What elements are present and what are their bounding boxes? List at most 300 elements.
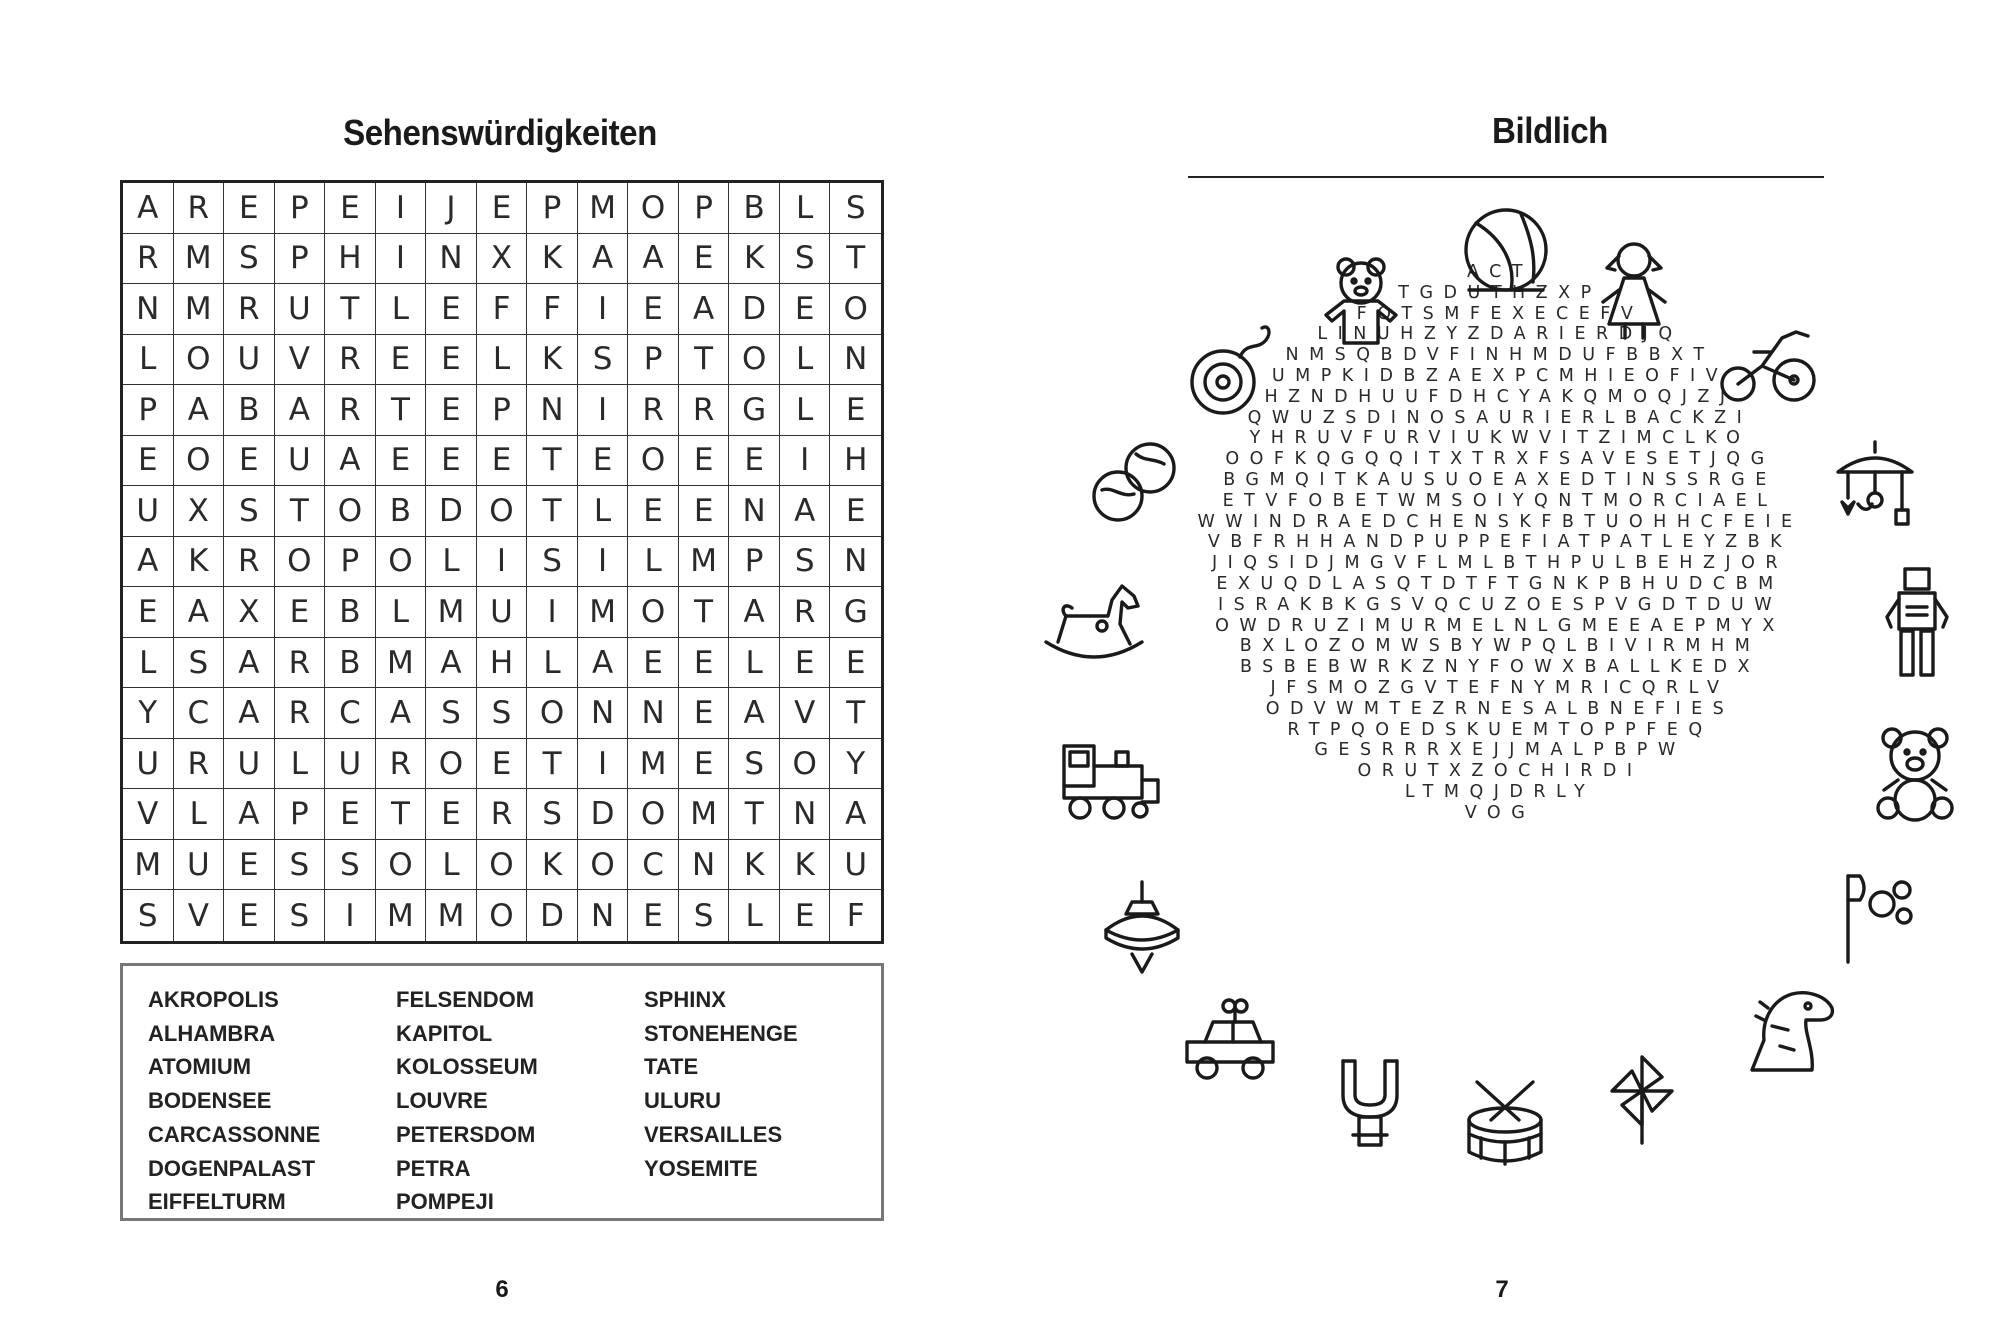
grid-cell: N <box>780 789 831 840</box>
grid-cell: A <box>174 385 225 436</box>
grid-cell: O <box>830 284 881 335</box>
grid-cell: E <box>679 436 730 487</box>
grid-cell: R <box>325 385 376 436</box>
grid-cell: M <box>426 587 477 638</box>
wind-up-car-icon <box>1183 998 1278 1083</box>
teddy-bear-icon <box>1878 728 1953 828</box>
grid-cell: O <box>426 739 477 790</box>
grid-cell: Y <box>123 688 174 739</box>
grid-cell: M <box>426 890 477 941</box>
grid-cell: K <box>780 840 831 891</box>
grid-cell: F <box>527 284 578 335</box>
grid-cell: H <box>477 638 528 689</box>
grid-cell: A <box>578 234 629 285</box>
grid-cell: C <box>325 688 376 739</box>
circle-grid-row: FOTSMFEXECEFV <box>1356 303 1644 324</box>
grid-cell: I <box>780 436 831 487</box>
grid-cell: O <box>780 739 831 790</box>
grid-cell: S <box>426 688 477 739</box>
grid-cell: E <box>679 638 730 689</box>
grid-cell: A <box>123 537 174 588</box>
grid-cell: L <box>426 840 477 891</box>
circle-grid-row: TGDUTHZXP <box>1398 282 1602 303</box>
right-page <box>1000 0 2000 1333</box>
grid-cell: O <box>628 183 679 234</box>
grid-cell: U <box>275 284 326 335</box>
grid-cell: A <box>578 638 629 689</box>
page-title-left: Sehenswürdigkeiten <box>343 112 657 153</box>
grid-cell: M <box>174 284 225 335</box>
grid-cell: S <box>477 688 528 739</box>
word-list-item: STONEHENGE <box>644 1020 798 1046</box>
circle-grid-row: BXLOZOMWSBYWPQLBIVIRMHM <box>1239 636 1761 657</box>
grid-cell: O <box>578 840 629 891</box>
word-list-item: POMPEJI <box>396 1189 494 1215</box>
grid-cell: T <box>830 688 881 739</box>
grid-cell: M <box>123 840 174 891</box>
grid-cell: I <box>325 890 376 941</box>
circle-grid-row: ISRAKBKGSVQCUZOESPVGDTDUW <box>1217 594 1783 615</box>
word-list-item: DOGENPALAST <box>148 1155 316 1181</box>
grid-cell: E <box>679 688 730 739</box>
grid-cell: N <box>628 688 679 739</box>
grid-cell: T <box>679 335 730 386</box>
grid-cell: M <box>376 890 427 941</box>
grid-cell: U <box>325 739 376 790</box>
grid-cell: N <box>578 890 629 941</box>
page-number-right: 7 <box>1495 1276 1509 1303</box>
grid-cell: L <box>628 537 679 588</box>
word-list-item: YOSEMITE <box>644 1155 758 1181</box>
grid-cell: E <box>477 739 528 790</box>
grid-cell: B <box>729 183 780 234</box>
grid-cell: O <box>628 587 679 638</box>
circle-grid-row: HZNDHUUFDHCYAKQMOQJZJ <box>1264 386 1736 407</box>
grid-cell: I <box>578 385 629 436</box>
grid-cell: S <box>224 486 275 537</box>
grid-cell: E <box>224 890 275 941</box>
grid-cell: E <box>628 486 679 537</box>
circle-grid-row: LINUHZYZDARIERDJQ <box>1317 324 1683 345</box>
word-search-grid <box>120 180 884 944</box>
grid-cell: S <box>830 183 881 234</box>
grid-cell: X <box>477 234 528 285</box>
grid-cell: A <box>426 638 477 689</box>
grid-cell: O <box>275 537 326 588</box>
grid-cell: O <box>729 335 780 386</box>
grid-cell: K <box>527 335 578 386</box>
grid-cell: H <box>830 436 881 487</box>
grid-cell: I <box>578 537 629 588</box>
grid-cell: A <box>224 789 275 840</box>
grid-cell: U <box>477 587 528 638</box>
grid-cell: E <box>325 789 376 840</box>
grid-cell: E <box>679 486 730 537</box>
grid-cell: N <box>527 385 578 436</box>
grid-cell: A <box>123 183 174 234</box>
grid-cell: L <box>275 739 326 790</box>
grid-cell: R <box>123 234 174 285</box>
circle-grid-row: OOFKQGQQITXTRXFSAVESETJQG <box>1225 449 1775 470</box>
circle-grid-row: RTPQOEDSKUEMTOPPFEQ <box>1287 719 1713 740</box>
baby-mobile-icon <box>1828 440 1923 530</box>
word-list-item: PETERSDOM <box>396 1121 536 1147</box>
grid-cell: M <box>578 587 629 638</box>
grid-cell: E <box>426 436 477 487</box>
grid-cell: T <box>830 234 881 285</box>
word-list-item: PETRA <box>396 1155 471 1181</box>
grid-cell: M <box>578 183 629 234</box>
word-list-item: TATE <box>644 1054 699 1080</box>
grid-cell: S <box>679 890 730 941</box>
grid-cell: M <box>174 234 225 285</box>
circle-grid-row: BSBEBWRKZNYFOWXBALLKEDX <box>1239 657 1761 678</box>
grid-cell: S <box>325 840 376 891</box>
grid-cell: L <box>729 638 780 689</box>
circle-grid-row: JFSMOZGVTEFNYMRICQRLV <box>1270 678 1730 698</box>
grid-cell: E <box>578 436 629 487</box>
grid-cell: M <box>376 638 427 689</box>
grid-cell: E <box>376 436 427 487</box>
robot-icon <box>1885 565 1950 680</box>
grid-cell: R <box>376 739 427 790</box>
word-list-item: KAPITOL <box>396 1020 493 1046</box>
grid-cell: O <box>628 436 679 487</box>
grid-cell: A <box>780 486 831 537</box>
marbles-icon <box>1092 438 1182 528</box>
grid-cell: U <box>224 739 275 790</box>
grid-cell: L <box>477 335 528 386</box>
grid-cell: A <box>729 587 780 638</box>
pinwheel-icon <box>1610 1055 1675 1145</box>
grid-cell: E <box>426 284 477 335</box>
grid-cell: L <box>780 385 831 436</box>
grid-cell: N <box>123 284 174 335</box>
grid-cell: U <box>224 335 275 386</box>
page-number-left: 6 <box>495 1276 509 1303</box>
grid-cell: P <box>729 537 780 588</box>
circle-grid-row: ETVFOBETWMSOIYQNTMORCIAEL <box>1222 490 1778 511</box>
grid-cell: E <box>376 335 427 386</box>
grid-cell: P <box>477 385 528 436</box>
grid-cell: E <box>325 183 376 234</box>
grid-cell: F <box>846 897 865 934</box>
grid-cell: R <box>780 587 831 638</box>
grid-cell: S <box>123 890 174 941</box>
grid-cell: L <box>729 890 780 941</box>
word-list-item: KOLOSSEUM <box>396 1054 538 1080</box>
grid-cell: I <box>376 234 427 285</box>
word-list-column <box>148 983 320 1219</box>
grid-cell: L <box>123 638 174 689</box>
grid-cell: E <box>780 284 831 335</box>
grid-cell: L <box>780 183 831 234</box>
grid-cell: R <box>628 385 679 436</box>
circle-grid-row: VOG <box>1464 802 1536 823</box>
grid-cell: K <box>729 840 780 891</box>
grid-cell: E <box>679 739 730 790</box>
grid-cell: B <box>224 385 275 436</box>
grid-cell: D <box>426 486 477 537</box>
teddy-puppet-icon <box>1318 257 1403 347</box>
word-list-column <box>644 983 798 1185</box>
word-list-item: SPHINX <box>644 987 726 1012</box>
grid-cell: E <box>426 789 477 840</box>
grid-cell: O <box>477 890 528 941</box>
grid-cell: N <box>830 537 881 588</box>
grid-cell: A <box>679 284 730 335</box>
grid-cell: D <box>527 890 578 941</box>
grid-cell: G <box>830 587 881 638</box>
grid-cell: T <box>527 739 578 790</box>
grid-cell: R <box>224 284 275 335</box>
grid-cell: A <box>830 789 881 840</box>
grid-cell: R <box>224 537 275 588</box>
grid-cell: L <box>123 335 174 386</box>
word-list-column <box>396 983 538 1219</box>
tricycle-icon <box>1718 322 1818 412</box>
grid-cell: K <box>174 537 225 588</box>
word-list-item: ATOMIUM <box>148 1054 252 1080</box>
grid-cell: S <box>527 537 578 588</box>
grid-cell: E <box>275 587 326 638</box>
grid-cell: E <box>123 436 174 487</box>
grid-cell: F <box>477 284 528 335</box>
grid-cell: V <box>275 335 326 386</box>
grid-cell: E <box>628 284 679 335</box>
grid-cell: M <box>679 789 730 840</box>
grid-cell: E <box>426 335 477 386</box>
doll-icon <box>1597 240 1672 340</box>
grid-cell: U <box>174 840 225 891</box>
grid-cell: T <box>679 587 730 638</box>
grid-cell: D <box>578 789 629 840</box>
grid-cell: N <box>729 486 780 537</box>
slingshot-icon <box>1333 1055 1408 1150</box>
grid-cell: K <box>527 234 578 285</box>
word-list-item: ALHAMBRA <box>148 1020 276 1046</box>
grid-cell: I <box>477 537 528 588</box>
grid-cell: S <box>729 739 780 790</box>
grid-cell: O <box>376 840 427 891</box>
grid-cell: B <box>325 638 376 689</box>
grid-cell: L <box>376 587 427 638</box>
circle-grid-row: WWINDRAEDCHENSKFBTUOHHCFEIE <box>1197 511 1803 532</box>
grid-cell: L <box>578 486 629 537</box>
grid-cell: I <box>578 739 629 790</box>
grid-cell: P <box>679 183 730 234</box>
circle-grid-row: BGMQITKAUSUOEAXEDTINSSRGE <box>1223 470 1777 490</box>
grid-cell: E <box>477 183 528 234</box>
grid-cell: I <box>527 587 578 638</box>
grid-cell: U <box>275 436 326 487</box>
grid-cell: S <box>275 840 326 891</box>
word-list-item: FELSENDOM <box>396 987 535 1012</box>
grid-cell: E <box>729 436 780 487</box>
word-list-item: AKROPOLIS <box>148 987 279 1012</box>
grid-cell: N <box>679 840 730 891</box>
circle-grid-row: ORUTXZOCHIRDI <box>1357 761 1643 782</box>
grid-cell: P <box>123 385 174 436</box>
grid-cell: R <box>275 688 326 739</box>
bubble-wand-icon <box>1842 872 1922 967</box>
grid-cell: C <box>174 688 225 739</box>
yoyo-icon <box>1188 322 1278 417</box>
grid-cell: S <box>174 638 225 689</box>
grid-cell: O <box>174 436 225 487</box>
circle-grid-row: OWDRUZIMURMELNLGMEEAEPMYX <box>1215 615 1785 636</box>
grid-cell: A <box>224 638 275 689</box>
grid-cell: T <box>729 789 780 840</box>
grid-cell: O <box>628 789 679 840</box>
grid-cell: L <box>376 284 427 335</box>
ball-icon <box>1461 208 1551 298</box>
grid-cell: E <box>830 638 881 689</box>
grid-cell: A <box>275 385 326 436</box>
grid-cell: R <box>275 638 326 689</box>
grid-cell: E <box>830 486 881 537</box>
grid-cell: I <box>578 284 629 335</box>
grid-cell: S <box>275 890 326 941</box>
grid-cell: T <box>325 284 376 335</box>
drum-icon <box>1465 1078 1545 1168</box>
grid-cell: T <box>275 486 326 537</box>
grid-cell: E <box>224 840 275 891</box>
grid-cell: P <box>527 183 578 234</box>
grid-cell: N <box>578 688 629 739</box>
grid-cell: S <box>578 335 629 386</box>
grid-cell: V <box>123 789 174 840</box>
grid-cell: P <box>275 234 326 285</box>
grid-cell: P <box>325 537 376 588</box>
word-list-item: BODENSEE <box>148 1088 272 1114</box>
grid-cell: O <box>174 335 225 386</box>
grid-cell: V <box>780 688 831 739</box>
word-list-item: EIFFELTURM <box>148 1189 286 1215</box>
grid-cell: M <box>679 537 730 588</box>
circle-grid-row: QWUZSDINOSAURIERLBACKZI <box>1247 407 1753 428</box>
grid-cell: E <box>224 436 275 487</box>
grid-cell: E <box>780 638 831 689</box>
grid-cell: R <box>477 789 528 840</box>
circle-grid-row: UMPKIDBZAEXPCMHIEOFIV <box>1271 366 1729 386</box>
grid-cell: E <box>224 183 275 234</box>
circle-grid-row: VBFRHHANDPUPPEFIATPATLEYZBK <box>1207 532 1793 553</box>
spinning-top-icon <box>1102 880 1182 975</box>
circle-grid-row: NMSQBDVFINHMDUFBBXT <box>1285 345 1715 366</box>
grid-cell: S <box>527 789 578 840</box>
grid-cell: L <box>527 638 578 689</box>
grid-cell: H <box>325 234 376 285</box>
grid-cell: E <box>426 385 477 436</box>
circle-grid-row: JIQSIDJMGVFLMLBTHPULBEHZJOR <box>1211 553 1789 574</box>
grid-cell: O <box>477 840 528 891</box>
word-list-item: CARCASSONNE <box>148 1121 321 1147</box>
grid-cell: X <box>224 587 275 638</box>
grid-cell: Y <box>830 739 881 790</box>
grid-cell: J <box>426 183 477 234</box>
grid-cell: B <box>325 587 376 638</box>
grid-cell: X <box>174 486 225 537</box>
grid-cell: M <box>628 739 679 790</box>
toy-train-icon <box>1058 740 1163 825</box>
grid-cell: R <box>174 183 225 234</box>
grid-cell: N <box>830 335 881 386</box>
dinosaur-icon <box>1742 980 1837 1075</box>
grid-cell: E <box>780 890 831 941</box>
grid-cell: L <box>174 789 225 840</box>
grid-cell: P <box>275 183 326 234</box>
grid-cell: I <box>376 183 427 234</box>
grid-cell: A <box>174 587 225 638</box>
page-title-right: Bildlich <box>1492 110 1608 151</box>
grid-cell: T <box>527 436 578 487</box>
grid-cell: R <box>679 385 730 436</box>
grid-cell: E <box>679 234 730 285</box>
grid-cell: A <box>325 436 376 487</box>
grid-cell: E <box>628 890 679 941</box>
grid-cell: G <box>729 385 780 436</box>
grid-cell: E <box>628 638 679 689</box>
grid-cell: B <box>376 486 427 537</box>
grid-cell: K <box>527 840 578 891</box>
grid-cell: L <box>426 537 477 588</box>
grid-cell: A <box>729 688 780 739</box>
word-list-item: LOUVRE <box>396 1088 488 1114</box>
grid-cell: E <box>123 587 174 638</box>
grid-cell: O <box>477 486 528 537</box>
grid-cell: T <box>376 789 427 840</box>
grid-cell: E <box>830 385 881 436</box>
circle-grid-row: YHRUVFURVIUKWVITZIMCLKO <box>1249 428 1751 449</box>
grid-cell: R <box>325 335 376 386</box>
grid-cell: A <box>628 234 679 285</box>
grid-cell: S <box>780 537 831 588</box>
circle-grid-row: EXUQDLASQTDTFTGNKPBHUDCBM <box>1216 574 1784 594</box>
grid-cell: S <box>224 234 275 285</box>
grid-cell: O <box>376 537 427 588</box>
grid-cell: A <box>376 688 427 739</box>
grid-cell: R <box>174 739 225 790</box>
word-list-item: VERSAILLES <box>644 1121 783 1147</box>
grid-cell: V <box>174 890 225 941</box>
grid-cell: T <box>376 385 427 436</box>
grid-cell: O <box>527 688 578 739</box>
grid-cell: P <box>628 335 679 386</box>
grid-cell: U <box>123 739 174 790</box>
grid-cell: U <box>123 486 174 537</box>
grid-cell: D <box>729 284 780 335</box>
grid-cell: C <box>628 840 679 891</box>
grid-cell: A <box>224 688 275 739</box>
grid-cell: U <box>830 840 881 891</box>
grid-cell: T <box>527 486 578 537</box>
circle-grid-row: ACT <box>1466 262 1534 282</box>
grid-cell: K <box>729 234 780 285</box>
grid-cell: L <box>780 335 831 386</box>
grid-cell: O <box>325 486 376 537</box>
word-list-item: ULURU <box>644 1088 721 1114</box>
grid-cell: E <box>477 436 528 487</box>
grid-cell: N <box>426 234 477 285</box>
grid-cell: S <box>780 234 831 285</box>
word-list-box <box>120 963 884 1221</box>
grid-cell: P <box>275 789 326 840</box>
rocking-horse-icon <box>1042 580 1147 670</box>
circle-grid-row: LTMQJDRLY <box>1404 782 1596 802</box>
circle-grid-row: GESRRRXEJJMALPBPW <box>1314 740 1686 761</box>
circle-grid-row: ODVWMTEZRNESALBNEFIES <box>1265 698 1735 719</box>
